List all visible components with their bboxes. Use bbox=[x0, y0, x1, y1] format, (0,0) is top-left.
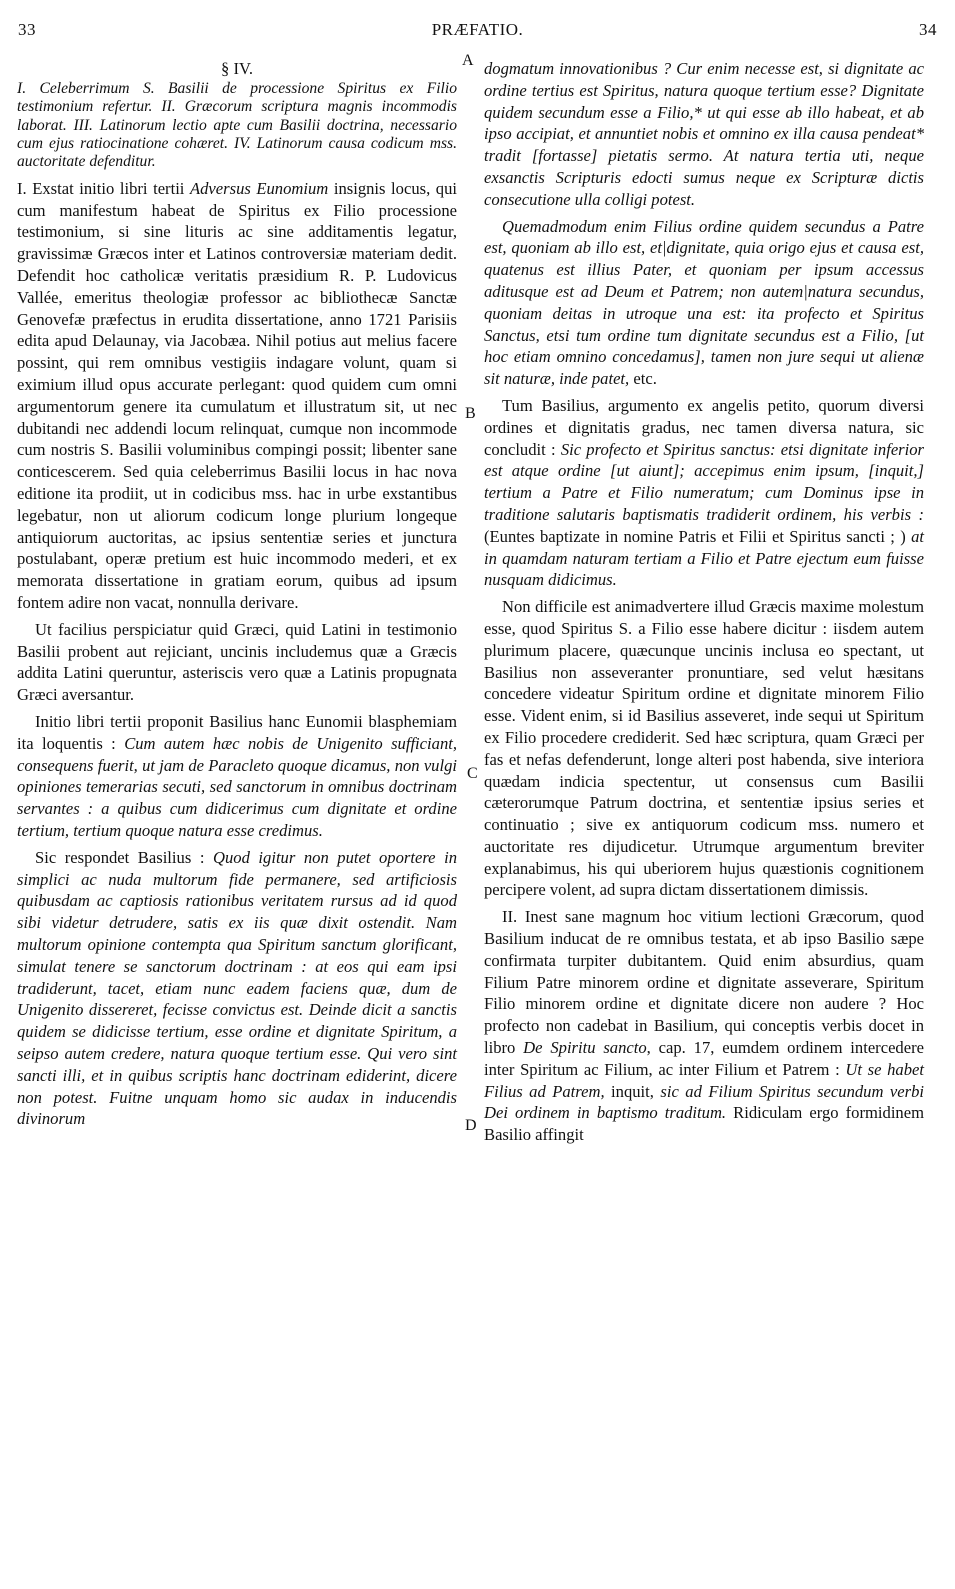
paragraph-4 bbox=[17, 847, 457, 1130]
margin-marker-a: A bbox=[462, 52, 474, 69]
margin-marker-c: C bbox=[467, 765, 478, 782]
paragraph-quemadmodum bbox=[484, 216, 924, 390]
paragraph-2: Ut facilius perspiciatur quid Græci, quid Latini in testimonio Basilii probent aut rejiciant, uncinis includemus quæ a Græcis addita Latini queruntur, asteriscis vero quæ a Latinis propugnata Græci aversantur. bbox=[17, 619, 457, 705]
text-run: inquit, bbox=[604, 1081, 661, 1101]
paragraph-tum-basilius bbox=[484, 395, 924, 591]
left-column bbox=[17, 58, 457, 1135]
quotation: Cum autem hæc nobis de Unigenito sufficiant, consequens fuerit, ut jam de Paracleto quoque dicamus, non vulgi opiniones temerarias secuti, sed sanctorum in omnibus doctrinam servantes : a quibus cum didicerimus cum dignitate et ordine tertium, tertium quoque natura esse credimus. bbox=[17, 733, 457, 840]
paragraph-non-difficile: Non difficile est animadvertere illud Græcis maxime molestum esse, quod Spiritus S. a Filio esse habere dicitur : iisdem autem plurimum placere, quæcunque uncinis inclusa eo spectant, ut Basilius non asseveranter pronuntiare, sed velut hæsitans concedere videatur Spiritum ordine et dignitate minorem Filio esse. Vident enim, si id Basilius asseveret, inde sequi ut Spiritum ex Filio procedere crediderit. Sed hæc scriptura, quam Græci per fas et nefas defenderunt, longe alteri post habenda, sive interiora quædam indicia spectentur, ut consensus cum Basilii cæterorumque Patrum doctrina, et sententiæ ipsius series et continuatio ; sive ex antiquorum codicum mss. numero et auctoritate res dijudicetur. Utrumque argumentum breviter explanabimus, his qui uberiorem hujus quæstionis cognitionem percipere volent, ad supra dictam dissertationem dimissis. bbox=[484, 597, 924, 900]
quotation: Sic profecto et Spiritus sanctus: etsi dignitate inferior est atque ordine [ut aiunt]; accepimus enim ipsum, [inquit,] tertium a Patre et Filio numeratum; cum Dominus ipse in traditione salutaris baptismatis tradiderit ordinem, his verbis : bbox=[484, 439, 925, 524]
text-run: I. Exstat initio libri tertii bbox=[17, 178, 190, 198]
quotation: Quemadmodum enim Filius ordine quidem secundus a Patre est, quoniam ab illo est, et|dignitate, quia origo ejus et causa est, quatenus est illius Pater, et quoniam per ipsum accessus aditusque est ad Deum et Patrem; non autem|natura secundus, quoniam deitas in utroque una est: ita profecto et Spiritus Sanctus, etsi tum ordine tum dignitate secundus est a Filio, [ut hoc etiam omnino concedamus], tamen non jure sequi ut alienæ sit naturæ, inde patet, bbox=[484, 216, 924, 389]
paragraph-1 bbox=[17, 178, 457, 614]
running-title: PRÆFATIO. bbox=[431, 20, 524, 39]
quotation: sic ad Filium Spiritus secundum verbi Dei ordinem in baptismo traditum. bbox=[484, 1081, 925, 1123]
text-run: Tum Basilius, argumento ex angelis petito, quorum diversi ordines et dignitatis gradus, nec tamen diversa natura, sic concludit : bbox=[484, 395, 924, 459]
right-column bbox=[484, 58, 924, 1151]
quotation: at in quamdam naturam tertiam a Filio et Patre ejectum eum fuisse nusquam didicimus. bbox=[484, 526, 924, 590]
book-title: Adversus Eunomium bbox=[189, 178, 329, 198]
running-header bbox=[18, 20, 937, 46]
text-run: Ridiculam ergo formidinem Basilio affingit bbox=[484, 1103, 924, 1145]
paragraph-continued: dogmatum innovationibus ? Cur enim necesse est, si dignitate ac ordine tertius est Spiritus, natura quoque tertium esse? Dignitate quidem secundum esse a Filio,* ut qui esse ab illo habeat, et ab ipso accipiat, et annuntiet nobis et omnino ex illa causa pendeat* tradit [fortasse] pietatis sermo. At natura tertia uti, neque exsanctis Scripturis edocti sumus neque ex Scripturæ dictis consecutione ulla colligi potest. bbox=[484, 59, 924, 209]
text-run: II. Inest sane magnum hoc vitium lectioni Græcorum, quod Basilium inducat de re omnibus testata, et ab ipso Basilio sæpe confirmata turpiter dubitantem. Quid enim absurdius, quam Filium Patre minorem ordine et dignitate asseverare, Spiritum Filio minorem ordine et dignitate dicere non audere ? Hoc profecto non cadebat in Basilium, qui conceptis verbis docet in libro bbox=[484, 907, 924, 1058]
section-summary: I. Celeberrimum S. Basilii de processione Spiritus ex Filio testimonium refertur. II. Græcorum scriptura magnis incommodis laborat. III. Latinorum lectio apte cum Basilii doctrina, necessario cum ejus ratiocinatione cohæret. IV. Latinorum causa codicum mss. auctoritate defenditur. bbox=[17, 79, 457, 171]
text-run: Initio libri tertii proponit Basilius hanc Eunomii blasphemiam ita loquentis : bbox=[17, 711, 457, 753]
text-run: Sic respondet Basilius : bbox=[35, 847, 213, 867]
quotation: Ut se habet Filius ad Patrem, bbox=[484, 1059, 924, 1101]
book-title: De Spiritu sancto bbox=[523, 1038, 647, 1058]
text-run: insignis locus, qui cum manifestum habeat de Spiritus ex Filio processione testimonium, si sine lituris ac sine additamentis legatur, gravissimæ Græcos inter et Latinos controversiæ materiam dedit. Defendit hoc catholicæ veritatis præsidium R. P. Ludovicus Vallée, emeritus theologiæ professor ac bibliothecæ Sanctæ Genovefæ præfectus in erudita dissertatione, anno 1721 Parisiis edita apud Delaunay, via Jacobæa. Nihil potius aut melius facere possint, qui rem omnibus vestigiis indagare volunt, quam si eximium illud opus accurate perlegant: quod quidem cum omni argumentorum genere ita cumulatum et illustratum sit, ut nec dubitandi nec addendi locum relinquat, cumque non incommode cum nostris S. Basilii voluminibus compingi possit; libenter sane conticescerem. Sed quia celeberrimus Basilii locus in hac nova editione ita prodiit, ut in codicibus mss. hac in urbe exstantibus legebatur, non ut aliorum codicum longe plurium longeque antiquiorum auctoritas, ac ipsius sententiæ series et junctura postulabant, operæ pretium est huic incommodo mederi, et ex memorata dissertatione in gratiam eorum, quibus ad ipsum fontem adire non vacat, nonnulla derivare. bbox=[17, 178, 457, 612]
text-run: (Euntes baptizate in nomine Patris et Filii et Spiritus sancti ; ) bbox=[484, 526, 912, 546]
margin-marker-d: D bbox=[465, 1117, 477, 1134]
text-run: etc. bbox=[629, 369, 657, 389]
paragraph-ii bbox=[484, 906, 924, 1146]
section-title: § IV. bbox=[221, 59, 253, 78]
page-number-left: 33 bbox=[18, 20, 36, 39]
text-run: , cap. 17, eumdem ordinem intercedere inter Spiritum ac Filium, ac inter Filium et Patrem : bbox=[484, 1038, 924, 1079]
paragraph-3 bbox=[17, 711, 457, 842]
margin-marker-b: B bbox=[465, 405, 476, 422]
page-number-right: 34 bbox=[919, 20, 937, 39]
quotation: Quod igitur non putet oportere in simplici ac nuda multorum fide permanere, sed artificiosis quibusdam ac captiosis rationibus veritatem rursus ad id quod sibi videtur detrudere, satis ex iis quæ dixit ostendit. Nam multorum opinione contempta qua Spiritum sanctum glorificant, simulat tenere se sanctorum doctrinam : at eos qui eam ipsi tradiderunt, tacet, etiam nunc eadem faciens quæ, dum de Unigenito dissereret, fecisse convictus est. Deinde dicit a sanctis quidem se didicisse tertium, esse ordine et dignitate Spiritum, a seipso autem credere, natura quoque tertium esse. Qui vero sint sancti illi, et in quibus scriptis hanc doctrinam ediderint, dicere non potest. Fuitne unquam homo sic audax in inducendis divinorum bbox=[17, 847, 457, 1129]
